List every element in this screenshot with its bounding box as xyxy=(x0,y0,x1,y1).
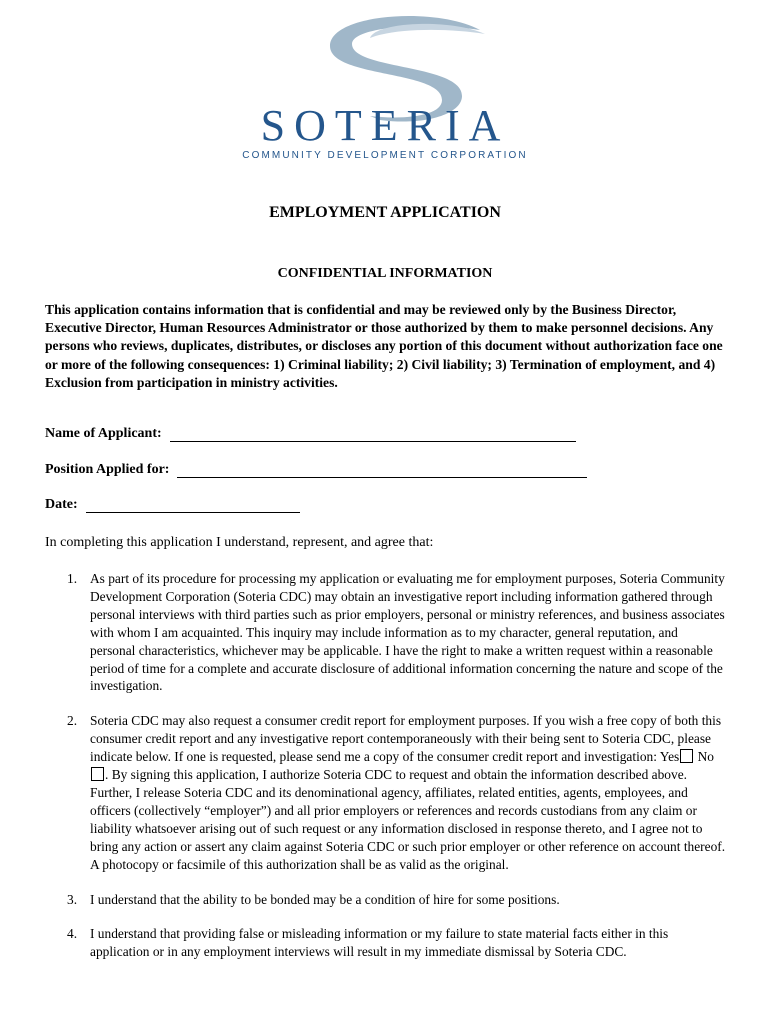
logo-wordmark: SOTERIA xyxy=(260,101,510,150)
date-label: Date: xyxy=(45,497,78,512)
list-text-before: Soteria CDC may also request a consumer credit report for employment purposes. If you wish a free copy of both this consumer credit report and any investigative report contemporaneously with their being sent to Soteria CDC, please indicate below. If one is requested, please send me a copy of the consumer credit report and investigation: Yes xyxy=(90,713,722,765)
no-label: No xyxy=(697,749,714,765)
section-subtitle: CONFIDENTIAL INFORMATION xyxy=(277,266,493,281)
list-item xyxy=(0,570,770,695)
applicant-name-label: Name of Applicant: xyxy=(45,426,162,441)
yes-checkbox[interactable] xyxy=(680,749,693,763)
applicant-name-field xyxy=(45,426,576,442)
list-item xyxy=(0,712,770,873)
list-text: I understand that providing false or misleading information or my failure to state material facts either in this application or in any employment interviews will result in my immediate dismissal by Soteria CDC. xyxy=(90,926,669,960)
terms-list xyxy=(0,570,770,978)
list-number: 3. xyxy=(67,891,78,907)
position-label: Position Applied for: xyxy=(45,462,170,477)
confidential-notice: This application contains information that is confidential and may be reviewed only by the Business Director, Executive Director, Human Resources Administrator or those authorized by them to make personnel decisions. Any persons who reviews, duplicates, distributes, or discloses any portion of this document without authorization face one or more of the following consequences: 1) Criminal liability; 2) Civil liability; 3) Termination of employment, and 4) Exclusion from participation in ministry activities. xyxy=(45,302,723,390)
list-item xyxy=(0,891,770,909)
page-title: EMPLOYMENT APPLICATION xyxy=(269,204,501,221)
list-number: 1. xyxy=(67,571,78,586)
list-number: 4. xyxy=(67,926,78,942)
soteria-logo xyxy=(180,8,590,168)
applicant-name-line[interactable] xyxy=(170,427,576,442)
position-field xyxy=(45,462,587,478)
date-line[interactable] xyxy=(86,498,300,513)
list-item xyxy=(0,925,770,961)
soteria-logo-graphic xyxy=(180,8,590,168)
position-line[interactable] xyxy=(177,463,587,478)
list-number: 2. xyxy=(67,713,78,729)
list-text-after: . By signing this application, I authorize Soteria CDC to request and obtain the information described above. Further, I release Soteria CDC and its denominational agency, affiliates, related entities, agents, employees, and officers (collectively “employer”) and all prior employers or references and records custodians from any claim or liability whatsoever arising out of such request or any information disclosed in response thereto, and I agree not to bring any action or assert any claim against Soteria CDC or such prior employer or other reference on account thereof. A photocopy or facsimile of this authorization shall be as valid as the original. xyxy=(90,767,726,872)
list-text: As part of its procedure for processing my application or evaluating me for employment purposes, Soteria Community Development Corporation (Soteria CDC) may obtain an investigative report including information gathered through personal interviews with third parties such as prior employers, personal or ministry references, and business associates with whom I am acquainted. This inquiry may include information as to my character, general reputation, and personal characteristics, whichever may be applicable. I have the right to make a written request within a reasonable period of time for a complete and accurate disclosure of additional information concerning the nature and scope of the investigation. xyxy=(90,571,725,694)
list-text: I understand that the ability to be bonded may be a condition of hire for some positions. xyxy=(90,891,560,907)
logo-tagline: COMMUNITY DEVELOPMENT CORPORATION xyxy=(242,150,528,161)
date-field xyxy=(45,497,300,513)
no-checkbox[interactable] xyxy=(91,767,104,781)
intro-text: In completing this application I understand, represent, and agree that: xyxy=(45,535,434,550)
